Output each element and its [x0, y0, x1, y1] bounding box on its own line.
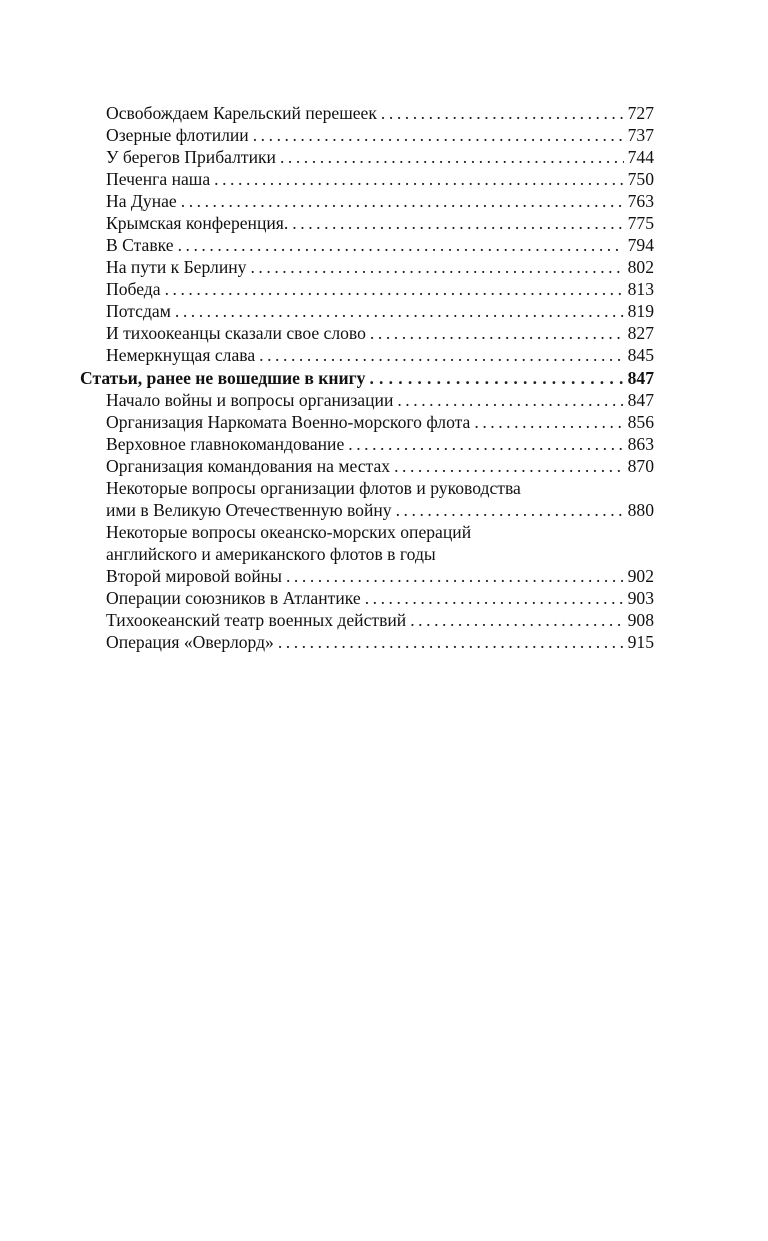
toc-leader-dots [181, 190, 624, 212]
toc-entry-title: В Ставке [106, 235, 174, 255]
toc-leader-dots [278, 631, 624, 653]
toc-entry[interactable] [80, 102, 654, 124]
toc-entry[interactable] [80, 631, 654, 653]
toc-entry-title: Организация командования на местах [106, 456, 391, 476]
toc-entry[interactable] [80, 278, 654, 300]
toc-entry-page: 870 [627, 456, 654, 476]
toc-entry-last-line [80, 499, 654, 521]
toc-leader-dots [381, 102, 624, 124]
toc-entry-page: 763 [627, 191, 654, 211]
toc-leader-dots [396, 499, 624, 521]
toc-entry[interactable] [80, 587, 654, 609]
toc-entry-title: У берегов Прибалтики [106, 147, 276, 167]
toc-entry-title: Освобождаем Карельский перешеек [106, 103, 377, 123]
toc-leader-dots [369, 367, 623, 389]
toc-leader-dots [178, 234, 624, 256]
toc-multiline-entry[interactable] [80, 477, 654, 521]
toc-leader-dots [410, 609, 623, 631]
toc-entry-title: Немеркнущая слава [106, 345, 256, 365]
toc-entry-page: 744 [627, 147, 654, 167]
toc-entry-page: 863 [627, 434, 654, 454]
toc-entry-page: 902 [627, 566, 654, 586]
toc-entry[interactable] [80, 212, 654, 234]
toc-entry[interactable] [80, 300, 654, 322]
toc-leader-dots [214, 168, 623, 190]
toc-entry-title: На Дунае [106, 191, 177, 211]
toc-entry[interactable] [80, 256, 654, 278]
toc-entry[interactable] [80, 168, 654, 190]
toc-entry-page: 775 [627, 213, 654, 233]
toc-entry[interactable] [80, 190, 654, 212]
toc-entry-page: 794 [627, 235, 654, 255]
toc-entry[interactable] [80, 433, 654, 455]
toc-entry-page: 880 [627, 500, 654, 520]
toc-entry-title: Потсдам [106, 301, 171, 321]
toc-entry-page: 802 [627, 257, 654, 277]
toc-entry-page: 845 [627, 345, 654, 365]
toc-entry-page: 827 [627, 323, 654, 343]
toc-entry-title: Озерные флотилии [106, 125, 249, 145]
toc-entry-title-line: Второй мировой войны [106, 566, 282, 586]
toc-entry-title: Крымская конференция. [106, 213, 289, 233]
toc-entry-title: Верховное главнокомандование [106, 434, 345, 454]
toc-entry-title-line: Некоторые вопросы организации флотов и руководства [106, 478, 521, 498]
toc-leader-dots [474, 411, 623, 433]
toc-entry-title: И тихоокеанцы сказали свое слово [106, 323, 366, 343]
toc-entry-title: Печенга наша [106, 169, 211, 189]
toc-section-title: Статьи, ранее не вошедшие в книгу [80, 368, 366, 388]
toc-entry-title: Операции союзников в Атлантике [106, 588, 361, 608]
toc-leader-dots [292, 212, 623, 234]
toc-entry[interactable] [80, 389, 654, 411]
toc-entry-page: 847 [627, 390, 654, 410]
toc-entry[interactable] [80, 455, 654, 477]
toc-entry-page: 819 [627, 301, 654, 321]
toc-leader-dots [250, 256, 623, 278]
toc-multiline-entry[interactable] [80, 521, 654, 587]
table-of-contents [80, 102, 654, 653]
toc-entry-title-line: английского и американского флотов в годы [106, 544, 436, 564]
toc-entry-title: Операция «Оверлорд» [106, 632, 274, 652]
toc-section-entry[interactable] [80, 367, 654, 389]
toc-leader-dots [280, 146, 624, 168]
toc-leader-dots [253, 124, 624, 146]
toc-entry[interactable] [80, 322, 654, 344]
toc-entry-page: 737 [627, 125, 654, 145]
toc-entry[interactable] [80, 124, 654, 146]
toc-entry-title-line: Некоторые вопросы океанско-морских операций [106, 522, 472, 542]
toc-entry-title: Тихоокеанский театр военных действий [106, 610, 407, 630]
toc-entry-title: Начало войны и вопросы организации [106, 390, 394, 410]
toc-entry-page: 727 [627, 103, 654, 123]
toc-entry[interactable] [80, 344, 654, 366]
toc-entry-title: На пути к Берлину [106, 257, 247, 277]
toc-entry[interactable] [80, 234, 654, 256]
toc-leader-dots [365, 587, 624, 609]
toc-entry-title: Организация Наркомата Военно-морского флота [106, 412, 471, 432]
toc-leader-dots [348, 433, 623, 455]
toc-entry[interactable] [80, 411, 654, 433]
toc-leader-dots [397, 389, 623, 411]
toc-entry-title-line: ими в Великую Отечественную войну [106, 500, 392, 520]
toc-entry-page: 915 [627, 632, 654, 652]
toc-entry-page: 750 [627, 169, 654, 189]
toc-leader-dots [259, 344, 623, 366]
toc-entry-page: 813 [627, 279, 654, 299]
toc-leader-dots [370, 322, 624, 344]
toc-entry-last-line [80, 565, 654, 587]
toc-leader-dots [175, 300, 624, 322]
toc-entry-page: 908 [627, 610, 654, 630]
toc-leader-dots [286, 565, 624, 587]
toc-entry[interactable] [80, 146, 654, 168]
toc-section-page: 847 [627, 368, 654, 388]
toc-leader-dots [394, 455, 624, 477]
toc-leader-dots [165, 278, 624, 300]
toc-entry[interactable] [80, 609, 654, 631]
toc-entry-title: Победа [106, 279, 161, 299]
toc-entry-page: 903 [627, 588, 654, 608]
toc-entry-page: 856 [627, 412, 654, 432]
